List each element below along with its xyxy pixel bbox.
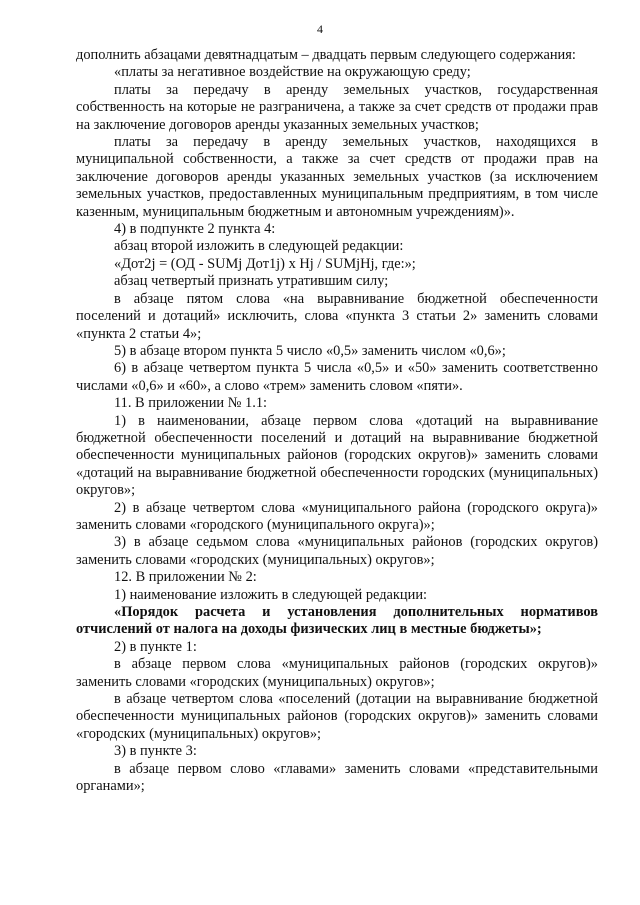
- paragraph: 1) наименование изложить в следующей редакции:: [114, 586, 428, 603]
- paragraph: абзац второй изложить в следующей редакции:: [114, 238, 404, 255]
- paragraph: «платы за негативное воздействие на окружающую среду;: [114, 64, 471, 81]
- section-heading: 11. В приложении № 1.1:: [114, 395, 268, 412]
- paragraph: в абзаце первом слова «муниципальных районов (городских округов)» заменить словами «городских (муниципальных) округов»;: [76, 656, 598, 690]
- paragraph: дополнить абзацами девятнадцатым – двадцать первым следующего содержания:: [76, 47, 576, 63]
- paragraph: 2) в абзаце четвертом слова «муниципального района (городского округа)» заменить словами «городского (муниципального округа)»;: [76, 499, 598, 533]
- paragraph: 3) в абзаце седьмом слова «муниципальных районов (городских округов) заменить словами «городских (муниципальных) округов»;: [76, 534, 598, 568]
- paragraph: в абзаце пятом слова «на выравнивание бюджетной обеспеченности поселений и дотаций» исключить, слова «пункта 3 статьи 2» заменить словами «пункта 2 статьи 4»;: [76, 290, 598, 342]
- paragraph: платы за передачу в аренду земельных участков, государственная собственность на которые не разграничена, а также за счет средств от продажи прав на заключение договоров аренды указанных земельных участков;: [76, 81, 598, 133]
- page-number: 4: [317, 22, 323, 36]
- paragraph: 2) в пункте 1:: [114, 638, 197, 655]
- paragraph: абзац четвертый признать утратившим силу;: [114, 273, 389, 290]
- paragraph: 4) в подпункте 2 пункта 4:: [114, 221, 276, 238]
- paragraph: 1) в наименовании, абзаце первом слова «дотаций на выравнивание бюджетной обеспеченности поселений и дотаций на выравнивание бюджетной обеспеченности муниципальных районов (городских округов)» заменить словами «дотаций на выравнивание бюджетной обеспеченности городских (муниципальных) округов»;: [76, 412, 598, 499]
- paragraph: 5) в абзаце втором пункта 5 число «0,5» заменить числом «0,6»;: [114, 342, 506, 359]
- bold-title-paragraph: «Порядок расчета и установления дополнительных нормативов отчислений от налога на доходы физических лиц в местные бюджеты»;: [76, 604, 598, 638]
- paragraph: в абзаце четвертом слова «поселений (дотации на выравнивание бюджетной обеспеченности муниципальных районов (городских округов)» заменить словами «городских (муниципальных) округов»;: [76, 691, 598, 742]
- formula-paragraph: «Дот2j = (ОД - SUMj Дот1j) x Hj / SUMjHj, где:»;: [114, 255, 416, 272]
- paragraph: 6) в абзаце четвертом пункта 5 числа «0,5» и «50» заменить соответственно числами «0,6» и «60», а слово «трем» заменить словом «пяти».: [76, 360, 598, 394]
- paragraph: в абзаце первом слово «главами» заменить словами «представительными органами»;: [76, 760, 598, 795]
- paragraph: платы за передачу в аренду земельных участков, находящихся в муниципальной собственности, а также за счет средств от продажи прав на заключение договоров аренды указанных земельных участков (за исключением земельных участков, предоставленных муниципальным предприятиям, в том числе казенным, муниципальным бюджетным и автономным учреждениям)».: [76, 134, 598, 220]
- paragraph: 3) в пункте 3:: [114, 743, 197, 760]
- section-heading: 12. В приложении № 2:: [114, 569, 257, 586]
- document-body: [76, 47, 598, 795]
